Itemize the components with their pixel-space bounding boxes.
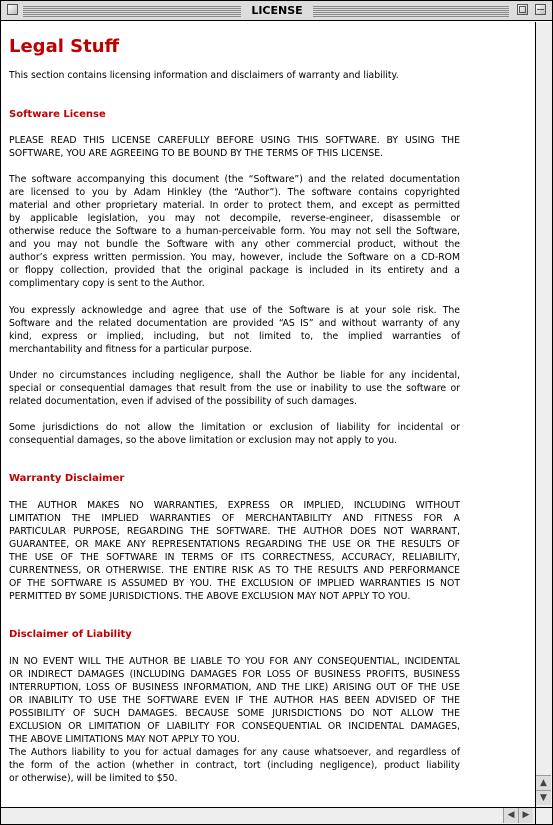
text-line: The software accompanying this document (the “Software”) and the related documentation [9, 174, 460, 185]
left-arrow-icon[interactable]: ◀ [503, 808, 518, 823]
horizontal-scrollbar[interactable] [1, 807, 535, 824]
text-line: PLEASE READ THIS LICENSE CAREFULLY BEFORE USING THIS SOFTWARE. BY USING THE [9, 135, 460, 146]
text-line: OR INABILITY TO USE THE SOFTWARE EVEN IF THE AUTHOR HAS BEEN ADVISED OF THE [9, 695, 460, 706]
intro-paragraph: This section contains licensing information and disclaimers of warranty and liability. [9, 70, 399, 81]
text-line: complimentary copy is sent to the Author. [9, 278, 205, 289]
text-line: consequential damages, so the above limitation or exclusion may not apply to you. [9, 435, 398, 446]
close-box-icon[interactable] [7, 4, 18, 15]
liability-paragraph [9, 655, 460, 785]
text-line: GUARANTEE, OR MAKE ANY REPRESENTATIONS REGARDING THE USE OR THE RESULTS OF [9, 539, 460, 550]
text-line: You expressly acknowledge and agree that use of the Software is at your sole risk. The [9, 305, 460, 316]
text-line: EXCLUSION OR LIMITATION OF LIABILITY FOR CONSEQUENTIAL OR INCIDENTAL DAMAGES, [9, 721, 460, 732]
text-line: THE ABOVE LIMITATIONS MAY NOT APPLY TO YOU. [9, 734, 240, 745]
text-line: LIMITATION THE IMPLIED WARRANTIES OF MERCHANTABILITY AND FITNESS FOR A [9, 513, 460, 524]
right-arrow-icon[interactable]: ▶ [518, 808, 533, 823]
text-line: CURRENTNESS, OR OTHERWISE. THE ENTIRE RISK AS TO THE RESULTS AND PERFORMANCE [9, 565, 460, 576]
text-line: the form of the action (whether in contract, tort (including negligence), product liability [9, 760, 460, 771]
text-line: PERMITTED BY SOME JURISDICTIONS. THE ABOVE EXCLUSION MAY NOT APPLY TO YOU. [9, 591, 411, 602]
title-bar[interactable] [1, 1, 552, 21]
text-line: THE AUTHOR MAKES NO WARRANTIES, EXPRESS OR IMPLIED, INCLUDING WITHOUT [9, 500, 460, 511]
text-line: IN NO EVENT WILL THE AUTHOR BE LIABLE TO YOU FOR ANY CONSEQUENTIAL, INCIDENTAL [9, 656, 460, 667]
text-line: otherwise reduce the Software to a human-perceivable form. You may not sell the Software, [9, 226, 460, 237]
text-line: SOFTWARE, YOU ARE AGREEING TO BE BOUND BY THE TERMS OF THIS LICENSE. [9, 148, 384, 159]
liability-disclaimer-heading: Disclaimer of Liability [9, 629, 132, 640]
license-paragraph-2 [9, 173, 460, 290]
software-license-heading: Software License [9, 109, 106, 120]
window-title: LICENSE [251, 4, 303, 17]
up-arrow-icon[interactable]: ▲ [536, 775, 551, 790]
text-line: PARTICULAR PURPOSE, REGARDING THE SOFTWARE. THE AUTHOR DOES NOT WARRANT, [9, 526, 460, 537]
license-paragraph-4 [9, 369, 460, 408]
text-line: Software and the related documentation are provided “AS IS” and without warranty of any [9, 318, 460, 329]
document-content [1, 22, 534, 806]
text-line: POSSIBILITY OF SUCH DAMAGES. BECAUSE SOME JURISDICTIONS DO NOT ALLOW THE [9, 708, 460, 719]
text-line: merchantability and fitness for a particular purpose. [9, 344, 253, 355]
text-line: or otherwise), will be limited to $50. [9, 773, 178, 784]
vertical-scrollbar[interactable] [535, 22, 552, 807]
license-paragraph-5 [9, 421, 460, 447]
text-line: author’s express written permission. You may, however, include the Software on a CD-ROM [9, 252, 460, 263]
down-arrow-icon[interactable]: ▼ [536, 790, 551, 805]
text-line: OR INDIRECT DAMAGES (INCLUDING DAMAGES FOR LOSS OF BUSINESS PROFITS, BUSINESS [9, 669, 460, 680]
license-paragraph-1 [9, 134, 460, 160]
collapse-box-icon[interactable] [535, 4, 546, 15]
title-bar-stripes-right [313, 6, 509, 17]
title-bar-stripes-left [23, 6, 241, 17]
text-line: or floppy collection, provided that the original package is included in its entirety and a [9, 265, 460, 276]
text-line: Some jurisdictions do not allow the limitation or exclusion of liability for incidental or [9, 422, 460, 433]
text-line: related documentation, even if advised of the possibility of such damages. [9, 396, 357, 407]
text-line: kind, express or implied, including, but not limited to, the implied warranties of [9, 331, 460, 342]
zoom-box-icon[interactable] [517, 4, 528, 15]
warranty-paragraph [9, 499, 460, 603]
text-line: special or consequential damages that result from the use or inability to use the software or [9, 383, 460, 394]
text-line: THE USE OF THE SOFTWARE IN TERMS OF ITS CORRECTNESS, ACCURACY, RELIABILITY, [9, 552, 460, 563]
resize-grip-icon[interactable] [535, 807, 552, 824]
text-line: The Authors liability to you for actual damages for any cause whatsoever, and regardless of [9, 747, 460, 758]
text-line: by applicable legislation, you may not decompile, reverse-engineer, disassemble or [9, 213, 460, 224]
warranty-disclaimer-heading: Warranty Disclaimer [9, 473, 125, 484]
license-paragraph-3 [9, 304, 460, 356]
text-line: Under no circumstances including negligence, shall the Author be liable for any incidental, [9, 370, 460, 381]
text-line: INTERRUPTION, LOSS OF BUSINESS INFORMATION, AND THE LIKE) ARISING OUT OF THE USE [9, 682, 460, 693]
text-line: and you may not bundle the Software with any other commercial product, without the [9, 239, 460, 250]
page-title: Legal Stuff [9, 36, 120, 57]
text-line: material and other proprietary material. In order to protect them, and except as permitted [9, 200, 460, 211]
text-line: are licensed to you by Adam Hinkley (the “Author”). The software contains copyrighted [9, 187, 460, 198]
text-line: OF THE SOFTWARE IS ASSUMED BY YOU. THE EXCLUSION OF IMPLIED WARRANTIES IS NOT [9, 578, 460, 589]
